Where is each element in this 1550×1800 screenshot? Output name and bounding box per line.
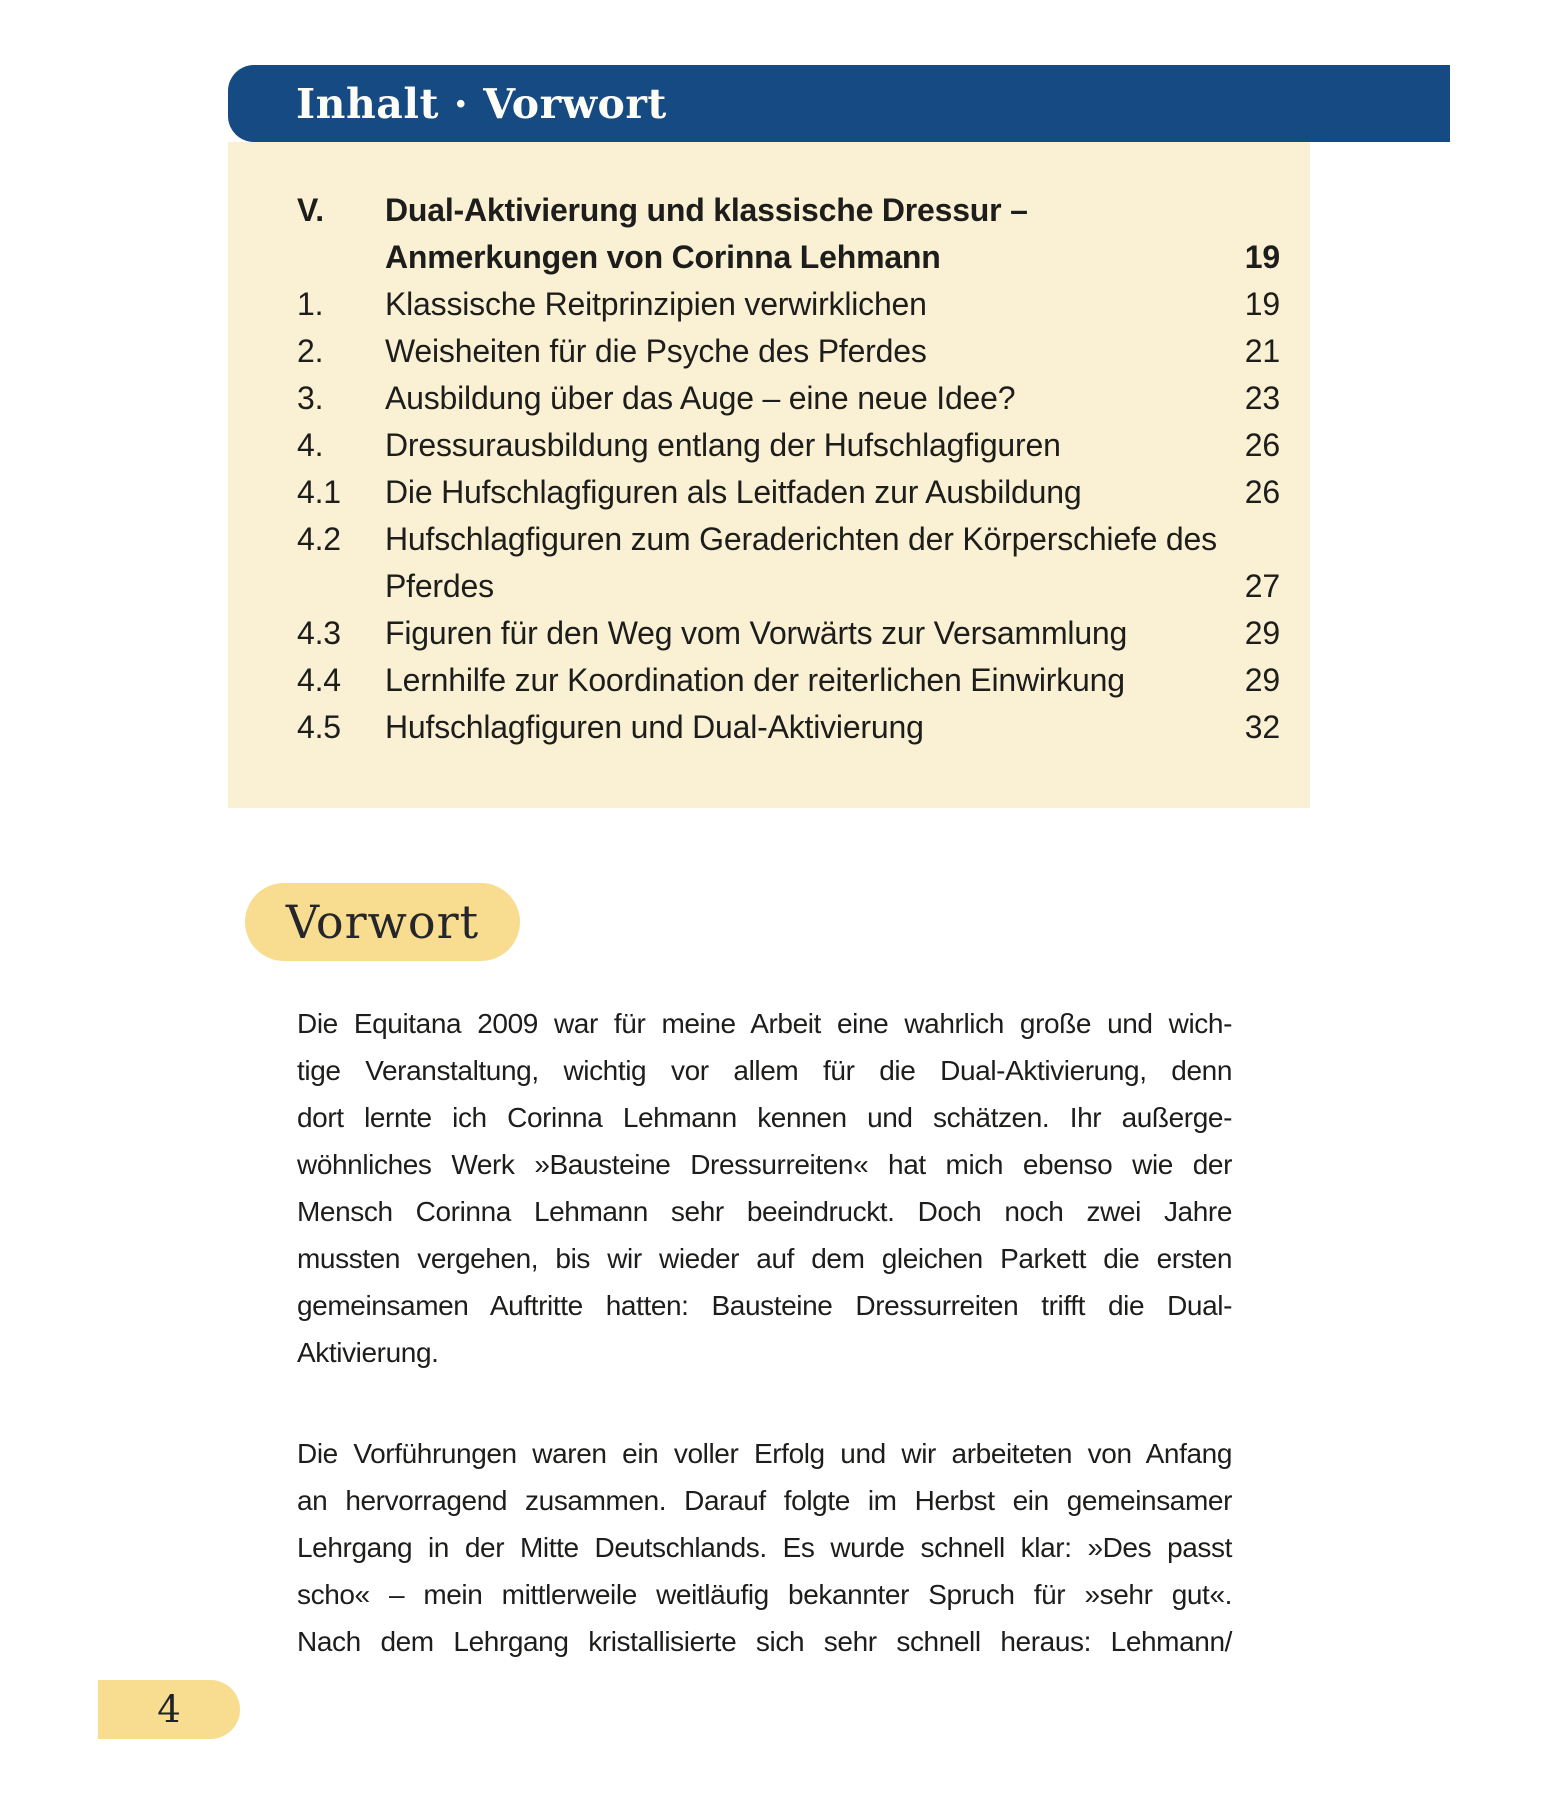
toc-entry-page [1210,187,1280,234]
toc-entry-title: Figuren für den Weg vom Vorwärts zur Versammlung [385,615,1128,651]
toc-entry [297,234,1280,281]
toc-entry-title: Weisheiten für die Psyche des Pferdes [385,333,927,369]
text-line: Nach dem Lehrgang kristallisierte sich sehr schnell heraus: Lehmann/ [297,1626,1232,1657]
toc-entry-number: 2. [297,333,324,369]
toc-entry-number: 3. [297,380,324,416]
chapter-header-bar [228,65,1450,142]
page-number: 4 [157,1688,181,1731]
preface-paragraph-2 [297,1430,1232,1665]
toc-entry-page: 29 [1244,615,1280,651]
toc-entry-title: Dressurausbildung entlang der Hufschlagfiguren [385,427,1061,463]
section-title: Vorwort [285,895,480,949]
toc-entry-page: 26 [1244,474,1280,510]
toc-entry-number: V. [297,192,324,228]
toc-entry-title: Pferdes [385,568,494,604]
toc-entry-title: Klassische Reitprinzipien verwirklichen [385,286,927,322]
toc-list [297,187,1280,751]
text-line: dort lernte ich Corinna Lehmann kennen und schätzen. Ihr außerge- [297,1102,1232,1133]
text-line: Die Vorführungen waren ein voller Erfolg und wir arbeiteten von Anfang [297,1438,1232,1469]
text-line: wöhnliches Werk »Bausteine Dressurreiten« hat mich ebenso wie der [297,1149,1232,1180]
text-line: gemeinsamen Auftritte hatten: Bausteine Dressurreiten trifft die Dual- [297,1290,1232,1321]
toc-entry-page: 32 [1244,709,1280,745]
text-line: scho« – mein mittlerweile weitläufig bekannter Spruch für »sehr gut«. [297,1579,1232,1610]
toc-entry-number: 4.4 [297,662,341,698]
toc-entry-page: 29 [1244,662,1280,698]
toc-entry-number [297,563,385,610]
text-line: Mensch Corinna Lehmann sehr beeindruckt. Doch noch zwei Jahre [297,1196,1232,1227]
text-line: Lehrgang in der Mitte Deutschlands. Es wurde schnell klar: »Des passt [297,1532,1232,1563]
toc-entry-title: Hufschlagfiguren zum Geraderichten der Körperschiefe des [385,521,1217,557]
toc-entry [297,610,1280,657]
toc-entry [297,469,1280,516]
toc-entry-page: 19 [1244,239,1280,275]
text-line: Die Equitana 2009 war für meine Arbeit eine wahrlich große und wich- [297,1008,1232,1039]
toc-entry-number [297,234,385,281]
toc-entry-number: 4.3 [297,615,341,651]
toc-entry [297,375,1280,422]
toc-entry-number: 4.5 [297,709,341,745]
toc-entry-page: 27 [1244,568,1280,604]
toc-entry-number: 4. [297,427,324,463]
toc-entry-title: Lernhilfe zur Koordination der reiterlichen Einwirkung [385,662,1125,698]
toc-entry-number: 1. [297,286,324,322]
text-line: Aktivierung. [297,1337,439,1368]
text-line: tige Veranstaltung, wichtig vor allem für die Dual-Aktivierung, denn [297,1055,1232,1086]
toc-entry-page: 19 [1244,286,1280,322]
toc-entry [297,704,1280,751]
toc-entry-title: Hufschlagfiguren und Dual-Aktivierung [385,709,924,745]
toc-entry [297,516,1280,563]
toc-entry-title: Ausbildung über das Auge – eine neue Idee? [385,380,1016,416]
toc-entry-page: 23 [1244,380,1280,416]
text-line: an hervorragend zusammen. Darauf folgte im Herbst ein gemeinsamer [297,1485,1232,1516]
preface-paragraph-1 [297,1000,1232,1376]
toc-entry [297,422,1280,469]
toc-entry-number: 4.2 [297,521,341,557]
toc-entry-page: 26 [1244,427,1280,463]
toc-entry-title: Dual-Aktivierung und klassische Dressur – [385,192,1028,228]
toc-panel [228,142,1310,808]
toc-entry [297,328,1280,375]
toc-entry [297,657,1280,704]
toc-entry [297,281,1280,328]
toc-entry-title: Die Hufschlagfiguren als Leitfaden zur Ausbildung [385,474,1082,510]
text-line: mussten vergehen, bis wir wieder auf dem gleichen Parkett die ersten [297,1243,1232,1274]
toc-entry [297,563,1280,610]
toc-entry [297,187,1280,234]
toc-entry-page [1217,516,1287,563]
toc-entry-number: 4.1 [297,474,341,510]
toc-entry-page: 21 [1244,333,1280,369]
page-number-tab [98,1680,240,1739]
section-heading-pill [245,883,520,961]
chapter-header-title: Inhalt · Vorwort [296,79,667,128]
toc-entry-title: Anmerkungen von Corinna Lehmann [385,239,941,275]
